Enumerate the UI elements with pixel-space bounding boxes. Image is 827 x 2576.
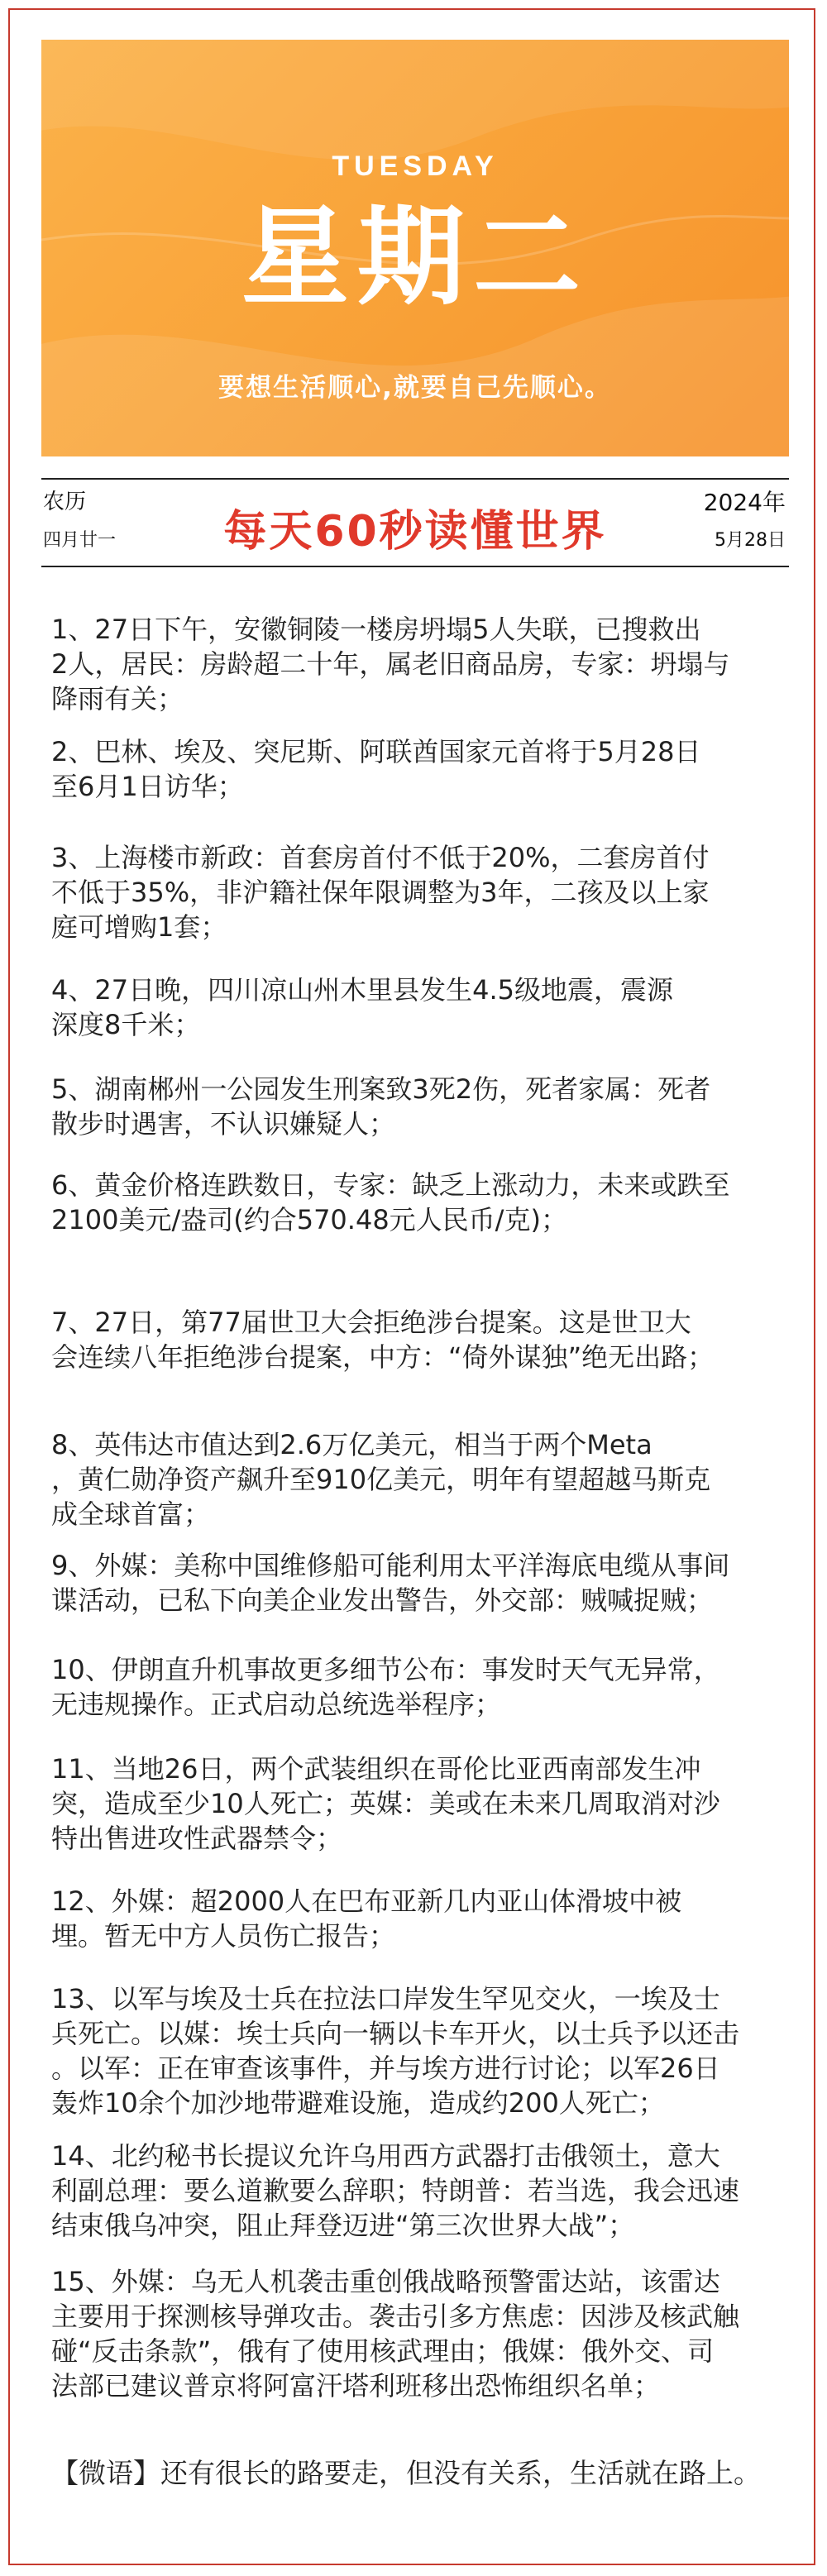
date-label: 5月28日 [715,530,786,551]
lunar-label: 农历 [43,490,87,514]
masthead-row [41,478,789,561]
news-item-5: 5、湖南郴州一公园发生刑案致3死2伤，死者家属：死者 散步时遇害，不认识嫌疑人； [51,1073,711,1140]
news-item-12: 12、外媒：超2000人在巴布亚新几内亚山体滑坡中被 埋。暂无中方人员伤亡报告； [51,1885,682,1952]
news-item-11: 11、当地26日，两个武装组织在哥伦比亚西南部发生冲 突，造成至少10人死亡；英媒：美或在未来几周取消对沙 特出售进攻性武器禁令； [51,1753,720,1854]
news-item-14: 14、北约秘书长提议允许乌用西方武器打击俄领土，意大 利副总理：要么道歉要么辞职；特朗普：若当选，我会迅速 结束俄乌冲突，阻止拜登迈进“第三次世界大战”； [51,2140,740,2241]
daily-motto: 要想生活顺心,就要自己先顺心。 [218,373,612,403]
year-label: 2024年 [703,489,786,516]
news-item-8: 8、英伟达市值达到2.6万亿美元，相当于两个Meta ，黄仁勋净资产飙升至910亿美元，明年有望超越马斯克 成全球首富； [51,1429,711,1530]
news-item-4: 4、27日晚，四川凉山州木里县发生4.5级地震，震源 深度8千米； [51,974,673,1040]
masthead-title: 每天60秒读懂世界 [223,507,607,557]
news-item-3: 3、上海楼市新政：首套房首付不低于20%，二套房首付 不低于35%，非沪籍社保年限调整为3年，二孩及以上家 庭可增购1套； [51,842,710,943]
weekday-chinese: 星期二 [241,194,589,320]
lunar-date: 四月廿一 [43,530,117,551]
news-item-15: 15、外媒：乌无人机袭击重创俄战略预警雷达站，该雷达 主要用于探测核导弹攻击。袭击引多方焦虑：因涉及核武触 碰“反击条款”，俄有了使用核武理由；俄媒：俄外交、司 法部已建议普京将阿富汗塔利班移出恐怖组织名单； [51,2266,740,2402]
date-banner [41,40,789,456]
news-item-10: 10、伊朗直升机事故更多细节公布：事发时天气无异常， 无违规操作。正式启动总统选举程序； [51,1654,720,1720]
footer-quote: 【微语】还有很长的路要走，但没有关系，生活就在路上。 [51,2457,761,2489]
header-bottom-rule [41,566,789,567]
news-item-2: 2、巴林、埃及、突尼斯、阿联酋国家元首将于5月28日 至6月1日访华； [51,736,701,802]
news-item-6: 6、黄金价格连跌数日，专家：缺乏上涨动力，未来或跌至 2100美元/盎司(约合570.48元人民币/克)； [51,1169,730,1235]
news-item-1: 1、27日下午，安徽铜陵一楼房坍塌5人失联，已搜救出 2人，居民：房龄超二十年，属老旧商品房，专家：坍塌与 降雨有关； [51,614,730,714]
news-item-7: 7、27日，第77届世卫大会拒绝涉台提案。这是世卫大 会连续八年拒绝涉台提案，中方：“倚外谋独”绝无出路； [51,1307,715,1373]
weekday-english: TUESDAY [332,151,499,182]
news-item-9: 9、外媒：美称中国维修船可能利用太平洋海底电缆从事间 谍活动，已私下向美企业发出警告，外交部：贼喊捉贼； [51,1550,730,1616]
news-item-13: 13、以军与埃及士兵在拉法口岸发生罕见交火，一埃及士 兵死亡。以媒：埃士兵向一辆以卡车开火，以士兵予以还击 。以军：正在审查该事件，并与埃方进行讨论；以军26日 轰炸10余个加沙地带避难设施，造成约200人死亡； [51,1983,740,2119]
